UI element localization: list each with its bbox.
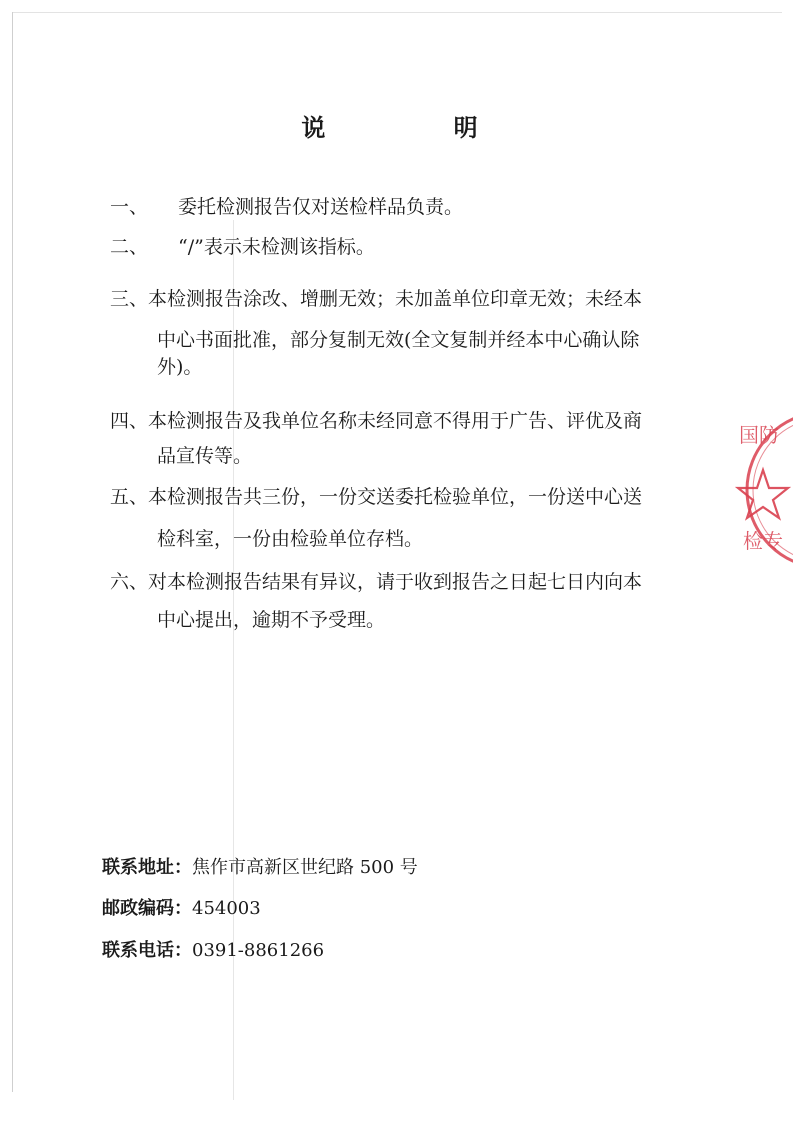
scan-edge-top	[12, 12, 782, 13]
contact-postcode	[102, 894, 261, 924]
list-item-6	[110, 561, 690, 603]
item-number: 六、	[110, 571, 149, 593]
item-text: 本检测报告及我单位名称未经同意不得用于广告、评优及商	[148, 410, 643, 432]
contact-address-label: 联系地址：	[102, 857, 192, 878]
item-text: 对本检测报告结果有异议，请于收到报告之日起七日内向本	[148, 571, 643, 593]
item-text-continuation: 品宣传等。	[157, 445, 253, 467]
item-text-continuation: 检科室，一份由检验单位存档。	[157, 528, 424, 550]
contact-address	[102, 853, 418, 883]
item-text: 委托检测报告仅对送检样品负责。	[178, 196, 464, 218]
contact-phone-label: 联系电话：	[102, 940, 192, 961]
contact-postcode-label: 邮政编码：	[102, 898, 192, 919]
item-text-continuation: 中心书面批准，部分复制无效(全文复制并经本中心确认除	[157, 329, 640, 351]
svg-text:检专: 检专	[743, 529, 783, 553]
item-text: 本检测报告共三份，一份交送委托检验单位，一份送中心送	[148, 486, 643, 508]
seal-stamp-icon	[733, 408, 793, 572]
item-number: 一、	[110, 196, 149, 218]
contact-postcode-value: 454003	[192, 898, 261, 919]
item-text: “/”表示未检测该指标。	[178, 236, 375, 258]
contact-address-value: 焦作市高新区世纪路 500 号	[192, 857, 418, 878]
svg-text:国防: 国防	[739, 423, 779, 447]
scan-edge-left	[12, 12, 13, 1092]
item-number: 三、	[110, 288, 149, 310]
page-title: 说 明	[301, 113, 538, 142]
contact-phone-value: 0391-8861266	[192, 940, 325, 961]
list-item-1	[110, 186, 690, 228]
list-item-3	[110, 278, 690, 320]
item-text-continuation: 外)。	[157, 356, 203, 378]
item-number: 四、	[110, 410, 149, 432]
list-item-5	[110, 476, 690, 518]
item-text: 本检测报告涂改、增删无效；未加盖单位印章无效；未经本	[148, 288, 643, 310]
item-number: 五、	[110, 486, 149, 508]
list-item-2	[110, 226, 690, 268]
contact-phone	[102, 936, 324, 966]
item-number: 二、	[110, 236, 149, 258]
item-text-continuation: 中心提出，逾期不予受理。	[157, 609, 386, 631]
official-seal	[733, 408, 793, 572]
